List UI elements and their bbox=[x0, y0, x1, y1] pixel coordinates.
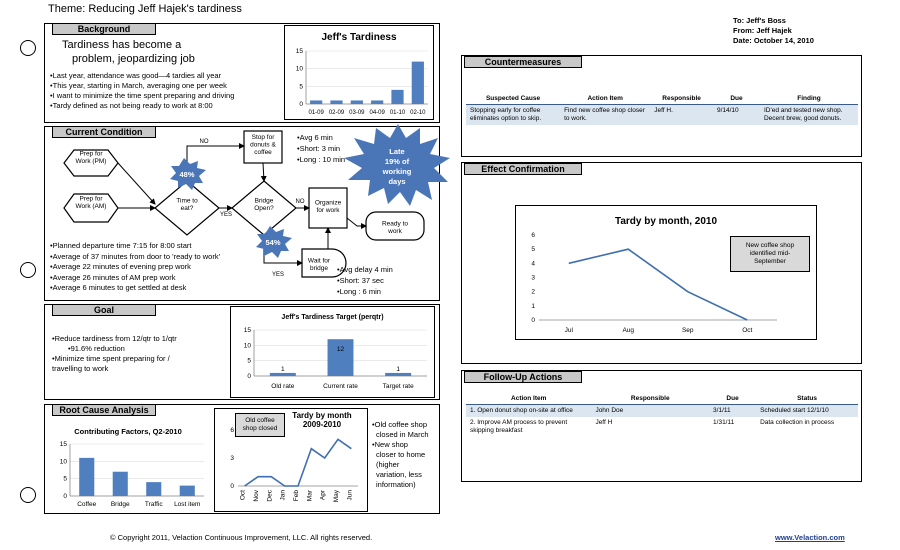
node-label-line: work bbox=[388, 228, 402, 235]
background-bullets bbox=[50, 71, 234, 111]
cc-bullet: •Average of 37 minutes from door to 'ready to work' bbox=[50, 251, 221, 261]
node-label-line: Wait for bbox=[307, 257, 331, 265]
tardiness-target-chart bbox=[230, 306, 435, 398]
y-tick-label: 6 bbox=[230, 427, 234, 434]
memo-to: To: Jeff's Boss bbox=[733, 16, 786, 25]
table-cell: Scheduled start 12/1/10 bbox=[756, 405, 858, 418]
y-tick-label: 1 bbox=[531, 302, 535, 310]
x-tick-label: Mar bbox=[306, 490, 314, 502]
node-label-line: Work (AM) bbox=[75, 203, 107, 210]
binder-hole-middle bbox=[20, 262, 36, 278]
x-tick-label: Jan bbox=[279, 490, 287, 501]
bar bbox=[180, 486, 195, 496]
burst-54-label: 54% bbox=[265, 238, 281, 247]
goal-tab: Goal bbox=[52, 304, 156, 316]
y-tick-label: 10 bbox=[59, 458, 67, 466]
bg-bullet: •I want to minimize the time spent preparing and driving bbox=[50, 91, 235, 100]
y-tick-label: 15 bbox=[243, 327, 251, 334]
effect-confirmation-tab: Effect Confirmation bbox=[464, 163, 582, 175]
cc-bullet: •Average 22 minutes of evening prep work bbox=[50, 262, 191, 271]
x-tick-label: Apr bbox=[319, 490, 327, 501]
bar bbox=[328, 339, 354, 376]
x-tick-label: Lost item bbox=[174, 501, 201, 508]
wait-for-bridge-label bbox=[308, 258, 331, 273]
bg-bullet: •This year, starting in March, averaging one per week bbox=[50, 81, 227, 90]
node-label-line: Open? bbox=[254, 205, 274, 212]
footer-url[interactable]: www.Velaction.com bbox=[775, 533, 845, 542]
y-tick-label: 5 bbox=[63, 475, 67, 483]
x-tick-label: Oct bbox=[239, 490, 247, 501]
x-tick-label: 02-09 bbox=[328, 110, 345, 116]
headline-line-2: problem, jeopardizing job bbox=[72, 53, 195, 65]
x-tick-label: Feb bbox=[293, 490, 300, 502]
goal-bullet: •Reduce tardiness from 12/qtr to 1/qtr bbox=[52, 334, 177, 343]
table-row bbox=[466, 405, 858, 418]
x-tick-label: 02-10 bbox=[410, 110, 426, 116]
y-tick-label: 5 bbox=[247, 357, 251, 365]
follow-up-table-wrap bbox=[466, 393, 858, 437]
x-tick-label: Jul bbox=[564, 327, 573, 334]
stat-line: •Short: 3 min bbox=[297, 144, 341, 153]
goal-bullet: •91.6% reduction bbox=[68, 344, 125, 353]
col-header: Responsible bbox=[650, 93, 713, 105]
x-tick-label: Target rate bbox=[382, 383, 414, 390]
binder-hole-top bbox=[20, 40, 36, 56]
late-burst-line: working bbox=[382, 167, 412, 176]
stat-line: •Long : 10 min bbox=[297, 155, 346, 164]
y-tick-label: 0 bbox=[230, 483, 234, 490]
y-tick-label: 4 bbox=[531, 260, 535, 268]
y-tick-label: 15 bbox=[295, 48, 303, 55]
x-tick-label: 01-09 bbox=[308, 110, 324, 116]
col-header: Due bbox=[713, 93, 760, 105]
x-tick-label: Bridge bbox=[110, 501, 130, 508]
background-headline bbox=[62, 38, 195, 66]
old-coffee-callout bbox=[235, 413, 285, 437]
x-tick-label: Nov bbox=[253, 490, 260, 502]
bg-bullet: •Tardy defined as not being ready to work at 8:00 bbox=[50, 101, 213, 110]
root-note: closed in March bbox=[376, 430, 429, 439]
chart-title: Contributing Factors, Q2-2010 bbox=[74, 427, 182, 436]
table-row bbox=[466, 417, 858, 437]
node-label-line: Ready to bbox=[381, 220, 409, 228]
goal-bullet: travelling to work bbox=[52, 364, 109, 373]
bar bbox=[113, 472, 128, 496]
y-tick-label: 0 bbox=[531, 317, 535, 324]
prep-pm-label bbox=[76, 151, 107, 166]
node-label-line: Stop for bbox=[251, 134, 275, 141]
node-label-line: Bridge bbox=[254, 197, 274, 205]
table-cell: ID'ed and tested new shop. Decent brew, good donuts. bbox=[760, 105, 858, 126]
root-notes bbox=[372, 420, 429, 490]
chart-title: Jeff's Tardiness Target (perqtr) bbox=[281, 314, 384, 321]
table-cell: 1. Open donut shop on-site at office bbox=[466, 405, 591, 418]
bar bbox=[270, 373, 296, 376]
table-cell: Data collection in process bbox=[760, 419, 835, 426]
background-tab: Background bbox=[52, 23, 156, 35]
new-coffee-shop-note bbox=[730, 236, 810, 272]
x-tick-label: Old rate bbox=[271, 383, 295, 390]
table-cell: John Doe bbox=[591, 405, 709, 418]
table-header-row bbox=[466, 93, 858, 105]
follow-up-tab: Follow-Up Actions bbox=[464, 371, 582, 383]
y-tick-label: 15 bbox=[59, 441, 67, 448]
node-label-line: for work bbox=[316, 207, 340, 214]
col-header: Finding bbox=[760, 93, 858, 105]
table-cell: Jeff H bbox=[595, 419, 613, 426]
countermeasures-table-wrap bbox=[466, 93, 858, 125]
y-tick-label: 10 bbox=[295, 65, 303, 73]
copyright: © Copyright 2011, Velaction Continuous Improvement, LLC. All rights reserved. bbox=[110, 533, 373, 542]
jeffs-tardiness-chart bbox=[284, 25, 434, 120]
table-cell: 1/31/11 bbox=[713, 419, 735, 426]
col-header: Action Item bbox=[560, 93, 650, 105]
node-label-line: Time to bbox=[176, 197, 198, 205]
no-label: NO bbox=[199, 139, 209, 145]
data-label: 1 bbox=[396, 365, 400, 373]
x-tick-label: 01-10 bbox=[389, 110, 406, 116]
x-tick-label: 04-09 bbox=[369, 110, 385, 116]
countermeasures-table bbox=[466, 93, 858, 125]
y-tick-label: 5 bbox=[531, 246, 535, 254]
chart-title: Tardy by month, 2010 bbox=[614, 216, 718, 227]
note-line: September bbox=[754, 258, 786, 265]
bar bbox=[412, 62, 424, 104]
organize-label bbox=[315, 200, 342, 215]
root-cause-tab: Root Cause Analysis bbox=[52, 404, 156, 416]
data-label: 1 bbox=[281, 365, 285, 373]
x-tick-label: Sep bbox=[681, 327, 694, 334]
stat-line: •Long : 6 min bbox=[337, 287, 381, 296]
x-tick-label: Coffee bbox=[77, 501, 97, 508]
bar bbox=[79, 458, 94, 496]
stat-line: •Avg delay 4 min bbox=[337, 265, 393, 274]
col-header: Suspected Cause bbox=[466, 93, 560, 105]
table-row bbox=[466, 105, 858, 126]
callout-line: shop closed bbox=[242, 425, 278, 432]
current-bullets bbox=[50, 241, 220, 294]
theme-title: Theme: Reducing Jeff Hajek's tardiness bbox=[48, 3, 242, 15]
stats-bottom bbox=[337, 264, 393, 297]
table-cell: 9/14/10 bbox=[713, 105, 760, 126]
y-tick-label: 3 bbox=[230, 455, 234, 462]
cc-bullet: •Average 6 minutes to get settled at desk bbox=[50, 283, 187, 292]
late-burst-line: 19% of bbox=[384, 157, 410, 166]
chart-title: Tardy by month bbox=[292, 411, 352, 420]
x-tick-label: Jun bbox=[346, 490, 354, 501]
data-label: 12 bbox=[336, 346, 345, 354]
table-cell: 2. Improve AM process to prevent skipping breakfast bbox=[470, 419, 568, 434]
callout-line: Old coffee bbox=[245, 417, 275, 424]
table-cell: Stopping early for coffee eliminates option to skip. bbox=[466, 105, 560, 126]
node-label-line: bridge bbox=[309, 265, 329, 272]
binder-hole-bottom bbox=[20, 487, 36, 503]
late-burst-line: Late bbox=[389, 147, 405, 156]
col-header: Action Item bbox=[466, 393, 591, 405]
prep-am-label bbox=[76, 196, 107, 211]
node-label-line: coffee bbox=[254, 149, 272, 156]
bar bbox=[310, 100, 322, 104]
col-header: Status bbox=[756, 393, 858, 405]
y-tick-label: 3 bbox=[531, 274, 535, 282]
yes-label: YES bbox=[271, 272, 285, 278]
node-label-line: Work (PM) bbox=[75, 158, 107, 165]
contributing-factors-chart bbox=[46, 420, 210, 512]
bar bbox=[385, 373, 411, 376]
node-label-line: Prep for bbox=[79, 195, 103, 203]
yes-label: YES bbox=[219, 212, 233, 218]
node-label-line: eat? bbox=[180, 205, 194, 212]
late-burst bbox=[340, 122, 455, 207]
node-label-line: Prep for bbox=[79, 150, 103, 158]
x-tick-label: Traffic bbox=[144, 501, 163, 508]
goal-bullet: •Minimize time spent preparing for / bbox=[52, 354, 170, 363]
late-burst-line: days bbox=[388, 177, 406, 186]
table-cell: Find new coffee shop closer to work. bbox=[560, 105, 650, 126]
headline-line-1: Tardiness has become a bbox=[62, 39, 182, 51]
no-label: NO bbox=[295, 199, 305, 205]
x-tick-label: Dec bbox=[266, 490, 274, 502]
y-tick-label: 2 bbox=[531, 288, 535, 296]
note-line: New coffee shop bbox=[745, 242, 795, 249]
stat-line: •Avg 6 min bbox=[297, 133, 333, 142]
bar bbox=[351, 100, 363, 104]
root-note: •New shop bbox=[372, 440, 408, 449]
node-label-line: donuts & bbox=[250, 141, 276, 149]
memo-header bbox=[733, 16, 814, 46]
root-note: closer to home bbox=[376, 450, 426, 459]
bridge-open-label bbox=[254, 198, 274, 213]
node-label-line: Organize bbox=[314, 199, 342, 207]
y-tick-label: 0 bbox=[299, 101, 303, 108]
table-cell: 3/1/11 bbox=[709, 405, 756, 418]
cc-bullet: •Average 26 minutes of AM prep work bbox=[50, 272, 176, 282]
bar bbox=[146, 482, 161, 496]
x-tick-label: Oct bbox=[742, 327, 753, 334]
x-tick-label: Aug bbox=[622, 327, 635, 334]
tardy-by-month-2010-chart bbox=[515, 205, 817, 340]
current-condition-tab: Current Condition bbox=[52, 126, 156, 138]
y-tick-label: 0 bbox=[247, 373, 251, 380]
stat-line: •Short: 37 sec bbox=[337, 276, 384, 285]
table-header-row bbox=[466, 393, 858, 405]
bar bbox=[330, 100, 342, 104]
y-tick-label: 5 bbox=[299, 83, 303, 91]
goal-bullets bbox=[52, 334, 177, 374]
bar bbox=[391, 90, 403, 104]
burst-48-label: 48% bbox=[179, 170, 195, 179]
y-tick-label: 10 bbox=[243, 342, 251, 350]
col-header: Responsible bbox=[591, 393, 709, 405]
chart-title: Jeff's Tardiness bbox=[321, 32, 397, 43]
x-tick-label: Current rate bbox=[323, 383, 358, 390]
cc-bullet: •Planned departure time 7:15 for 8:00 start bbox=[50, 241, 192, 250]
memo-date: Date: October 14, 2010 bbox=[733, 36, 814, 45]
y-tick-label: 6 bbox=[531, 232, 535, 239]
y-tick-label: 0 bbox=[63, 493, 67, 500]
root-note: variation, less bbox=[376, 470, 422, 479]
root-note: (higher bbox=[376, 460, 400, 469]
note-line: identified mid- bbox=[749, 250, 791, 257]
chart-title: 2009-2010 bbox=[302, 420, 342, 429]
col-header: Due bbox=[709, 393, 756, 405]
x-tick-label: May bbox=[333, 490, 340, 503]
bar bbox=[371, 100, 383, 104]
root-note: •Old coffee shop bbox=[372, 420, 428, 429]
stats-top bbox=[297, 132, 345, 165]
follow-up-table bbox=[466, 393, 858, 437]
memo-from: From: Jeff Hajek bbox=[733, 26, 792, 35]
bg-bullet: •Last year, attendance was good—4 tardies all year bbox=[50, 71, 222, 80]
root-note: information) bbox=[376, 480, 416, 489]
x-tick-label: 03-09 bbox=[349, 110, 365, 116]
countermeasures-tab: Countermeasures bbox=[464, 56, 582, 68]
table-cell: Jeff H. bbox=[650, 105, 713, 126]
